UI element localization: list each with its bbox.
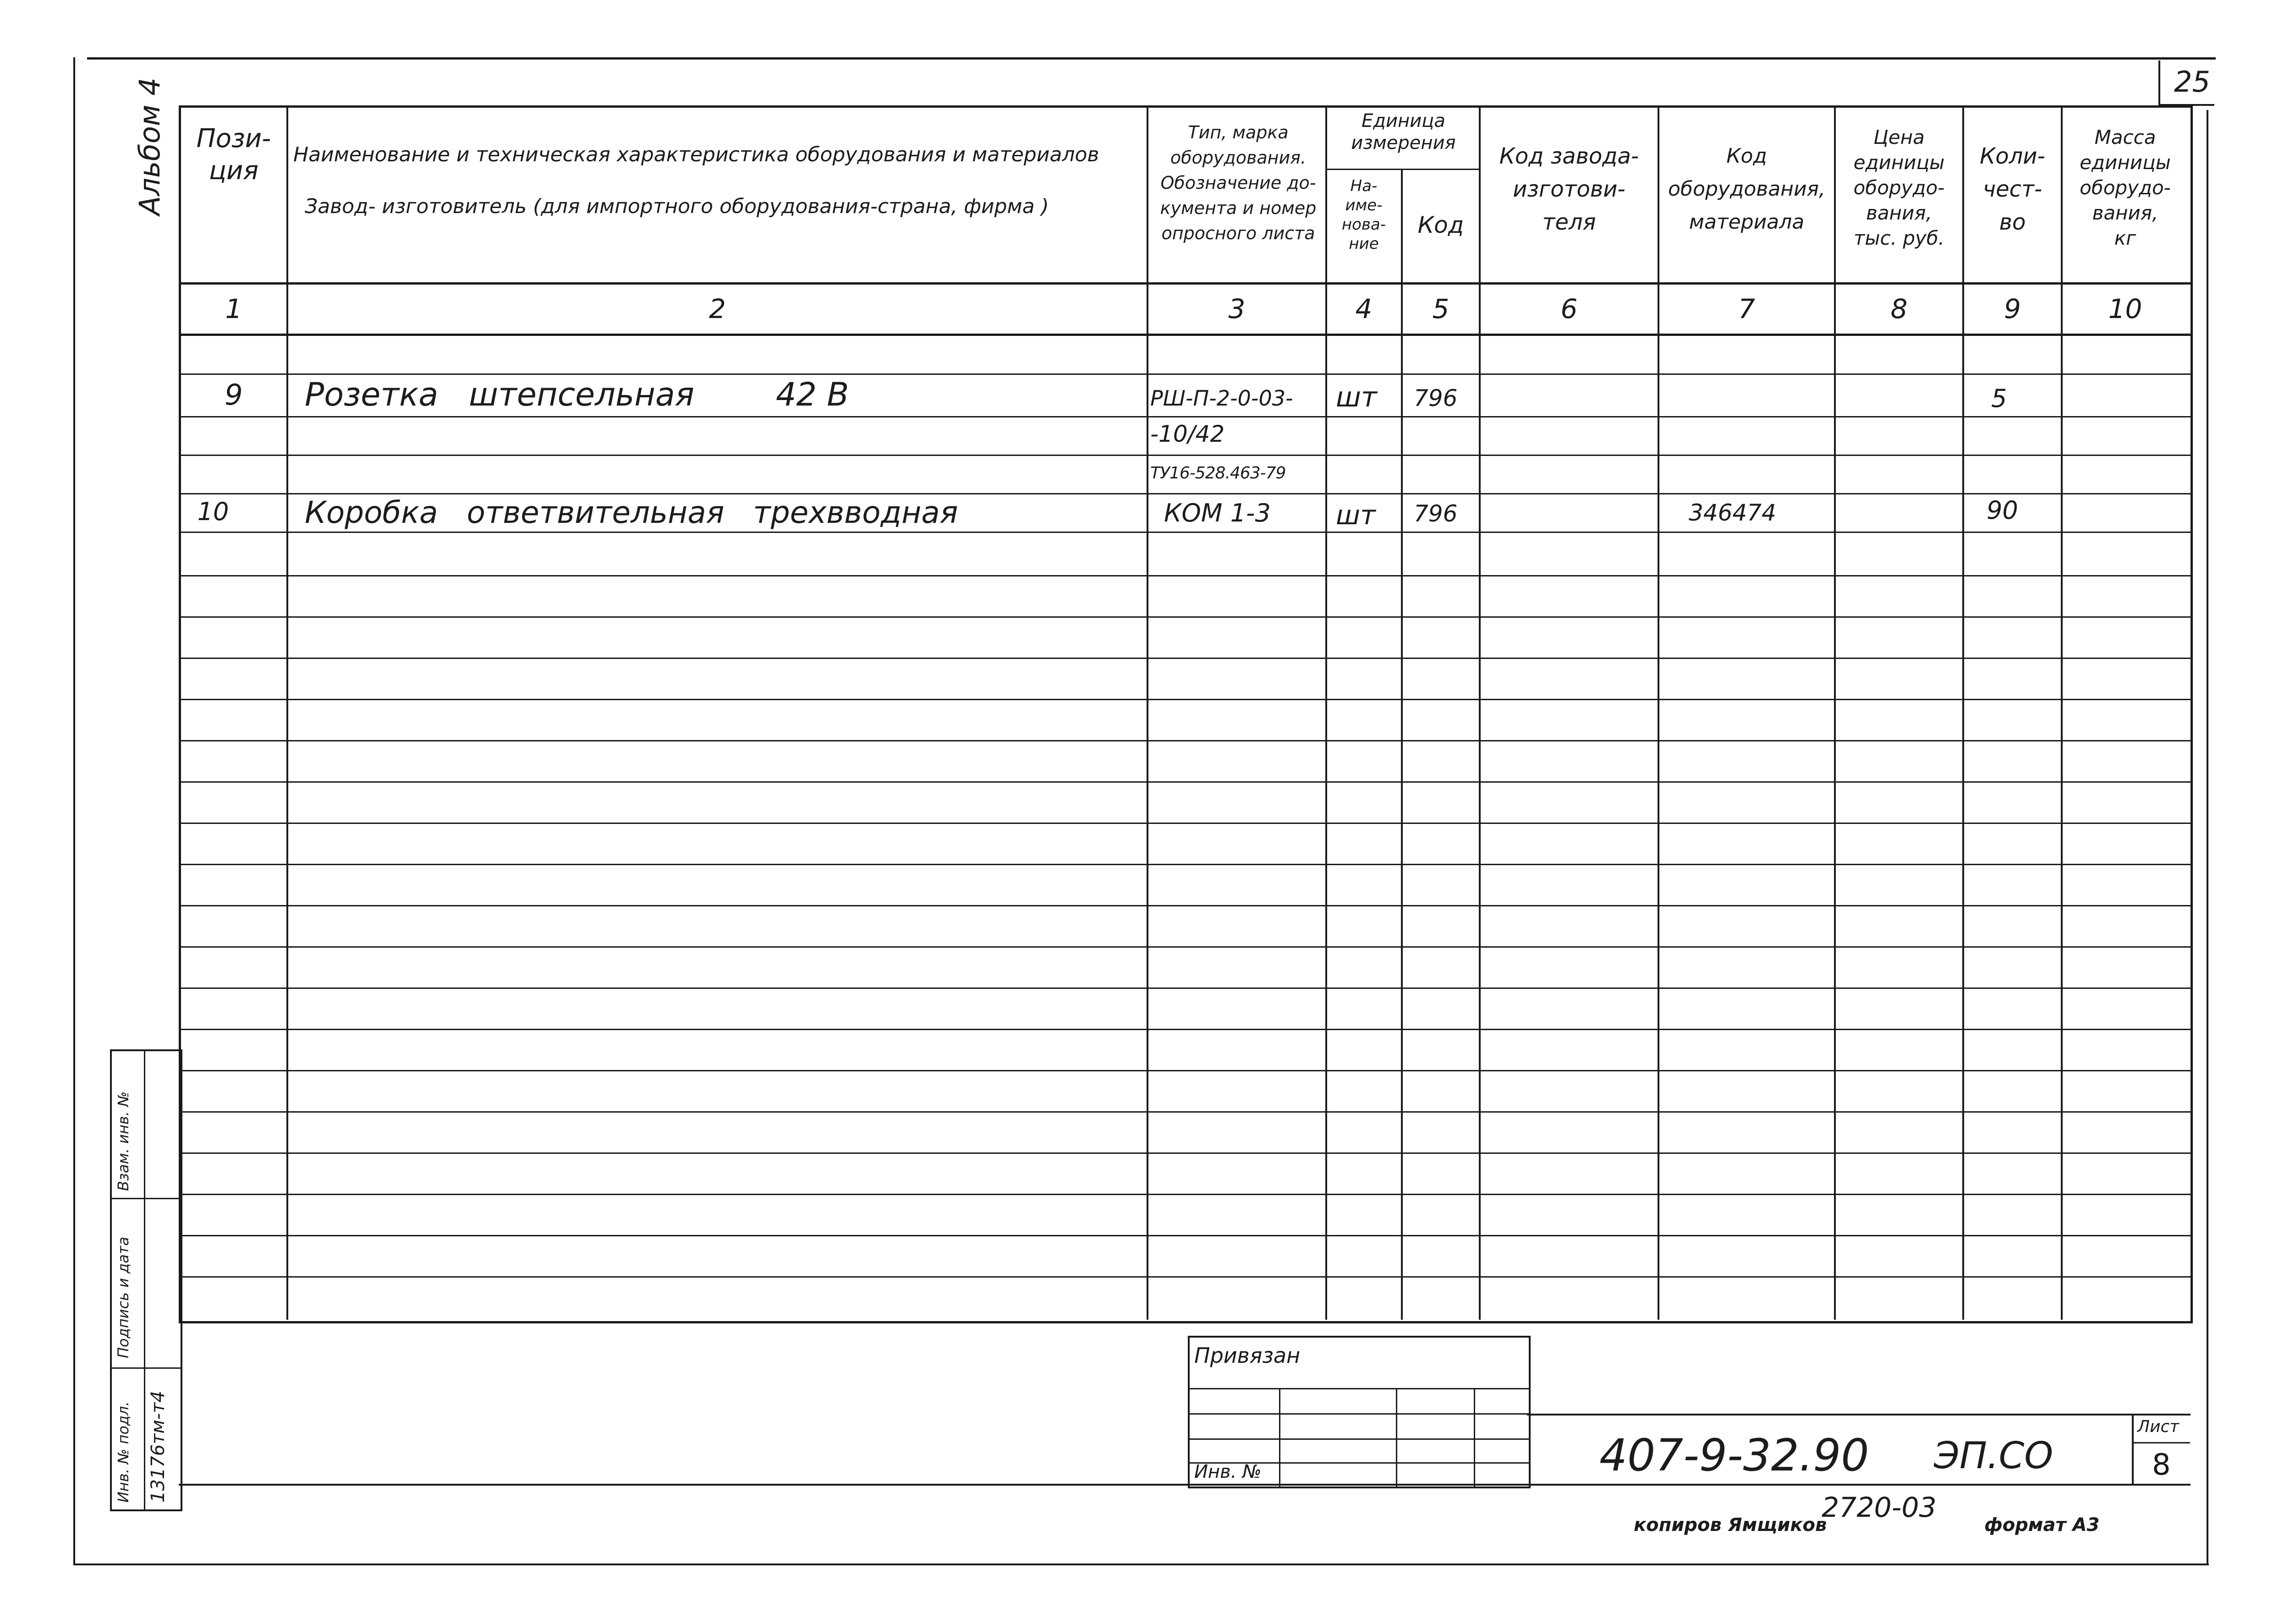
col-divider [1479,105,1481,1320]
footer-format: формат А3 [1984,1514,2100,1536]
side-stamp-vzam: Взам. инв. № [115,1091,132,1191]
row-line [179,1235,2191,1236]
row-line [179,575,2191,576]
row-line [179,1070,2191,1071]
row-line [179,1194,2191,1195]
row-name: Розетка штепсельная 42 В [305,376,849,413]
row-line [179,373,2191,375]
row-quantity: 90 [1987,496,2018,525]
col-number: 5 [1432,293,1449,324]
col-divider [1834,105,1836,1320]
header-name: Наименование и техническая характеристика оборудования и материалов [293,143,1099,166]
row-line [179,493,2191,494]
row-type: -10/42 [1150,421,1225,447]
sheet-label: Лист [2137,1417,2180,1436]
frame-top [87,57,2216,60]
row-line [179,699,2191,700]
row-quantity: 5 [1991,384,2007,413]
side-stamp [110,1049,182,1511]
header-quantity: Коли- чест- во [1980,143,2045,235]
numbers-row-bottom [179,334,2191,336]
header-factory-code: Код завода- изготови- теля [1499,143,1639,235]
col-divider [1147,105,1148,1320]
sheet-number: 8 [2152,1448,2171,1482]
col-number: 8 [1890,293,1908,324]
frame-bottom [73,1564,2209,1565]
row-position: 10 [197,497,229,526]
col-divider [286,105,288,1320]
row-line [179,905,2191,906]
sheet-box [2132,1414,2190,1485]
row-type: РШ-П-2-0-03- [1150,386,1293,411]
header-unit-code: Код [1417,212,1464,238]
document-section: ЭП.СО [1934,1434,2053,1477]
col-number: 1 [225,293,242,324]
binding-stamp [1188,1336,1531,1488]
document-designation: 407-9-32.90 [1599,1430,1869,1481]
row-position: 9 [225,378,243,411]
title-block-line [1527,1414,2191,1416]
header-unit-name: На- име- нова- ние [1341,177,1386,253]
side-stamp-sign-date: Подпись и дата [115,1236,132,1358]
row-line [179,988,2191,989]
footer-order: 2720-03 [1822,1492,1937,1524]
row-equipment-code: 346474 [1689,499,1776,526]
header-position: Пози- ция [196,124,271,186]
row-line [179,946,2191,948]
binding-label: Привязан [1194,1343,1301,1368]
page-number: 25 [2174,65,2210,99]
col-divider [1658,105,1659,1320]
row-line [179,864,2191,865]
album-label: Альбом 4 [133,77,166,215]
page-number-box [2158,60,2214,106]
binding-inv-label: Инв. № [1194,1461,1262,1482]
footer-copy: копиров Ямщиков [1634,1514,1827,1536]
col-number: 7 [1738,293,1755,324]
row-line [179,658,2191,659]
row-line [179,416,2191,417]
row-type: ТУ16-528.463-79 [1150,464,1286,483]
col-number: 10 [2108,293,2142,324]
stamp-bottom-line [179,1484,2191,1486]
header-unit-group: Единица измерения [1351,110,1456,154]
row-unit-code: 796 [1414,385,1458,411]
header-bottom [179,282,2191,285]
row-line [179,1029,2191,1030]
side-stamp-inv-number: 13176тм-т4 [148,1391,169,1503]
row-unit: шт [1336,381,1377,413]
row-line [179,1111,2191,1113]
row-line [179,740,2191,741]
row-name: Коробка ответвительная трехвводная [305,495,958,530]
row-line [179,823,2191,824]
col-divider [1401,170,1403,1320]
frame-left [73,57,75,1565]
col-divider [2061,105,2063,1320]
header-equipment-code: Код оборудования, материала [1668,144,1825,234]
row-line [179,455,2191,456]
side-stamp-inv-podl: Инв. № подл. [115,1401,132,1503]
row-type: КОМ 1-3 [1164,499,1271,527]
header-type: Тип, марка оборудования. Обозначение до- кумента и номер опросного листа [1160,122,1317,243]
spec-table [179,105,2193,1323]
col-number: 2 [709,293,726,324]
row-line [179,1276,2191,1278]
col-number: 9 [2004,293,2021,324]
frame-right [2207,110,2208,1565]
header-price: Цена единицы оборудо- вания, тыс. руб. [1853,126,1945,249]
col-number: 6 [1560,293,1578,324]
col-divider [1325,105,1327,1320]
row-line [179,616,2191,618]
row-unit: шт [1336,499,1376,531]
row-line [179,532,2191,533]
col-divider [1962,105,1964,1320]
unit-group-divider [1325,169,1480,170]
col-number: 3 [1228,293,1246,324]
row-line [179,1152,2191,1154]
row-line [179,781,2191,783]
header-mass: Масса единицы оборудо- вания, кг [2080,126,2171,249]
header-manufacturer: Завод- изготовитель (для импортного оборудования-страна, фирма ) [305,195,1049,218]
row-unit-code: 796 [1414,500,1458,527]
col-number: 4 [1355,293,1373,324]
